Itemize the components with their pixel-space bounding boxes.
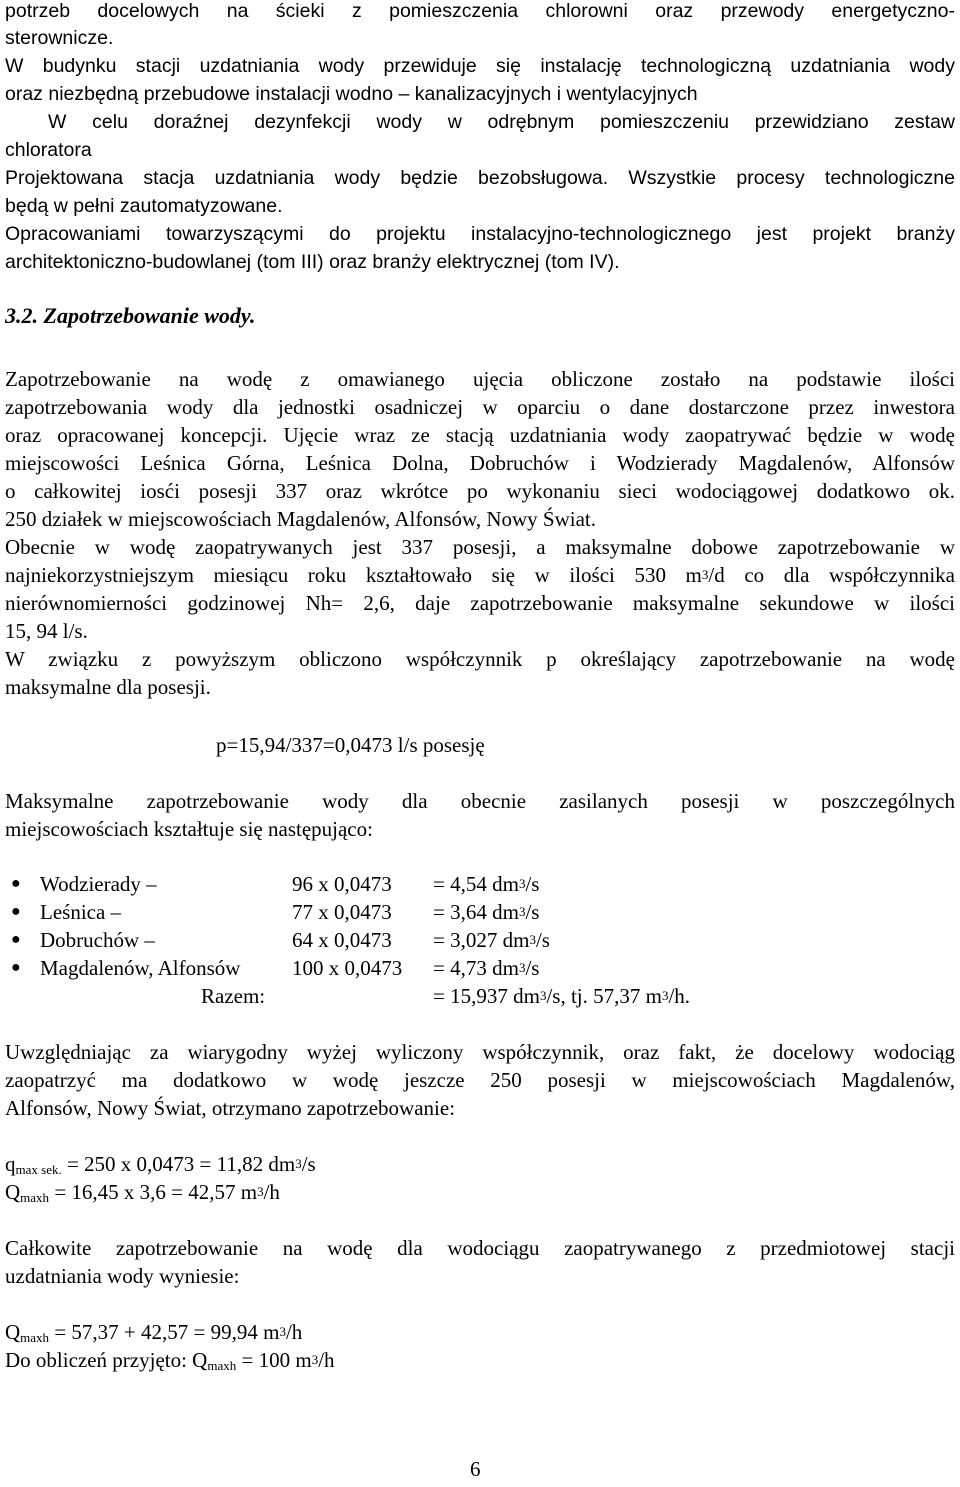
- page-number: 6: [470, 1457, 481, 1481]
- calc-result: = 3,64 $dm^3/s$: [433, 900, 540, 924]
- formula-q-max-sek: $q_{max sek.} = 250$ x 0,0473 = 11,82 $dm^3/s$: [5, 1152, 316, 1177]
- calc-place: Magdalenów, Alfonsów: [40, 956, 241, 980]
- calc-total-row: [5, 982, 955, 1010]
- calc-row: [5, 926, 955, 954]
- calc-row: [5, 898, 955, 926]
- intro-line: Projektowana stacja uzdatniania wody będzie bezobsługowa. Wszystkie procesy technologiczne: [5, 167, 955, 189]
- calc-result: = 4,54 $dm^3/s$: [433, 872, 540, 896]
- body-line: Całkowite zapotrzebowanie na wodę dla wodociągu zaopatrywanego z przedmiotowej stacji: [5, 1236, 955, 1260]
- body-line: Obecnie w wodę zaopatrywanych jest 337 posesji, a maksymalne dobowe zapotrzebowanie w: [5, 535, 955, 559]
- intro-line: architektoniczno-budowlanej (tom III) oraz branży elektrycznej (tom IV).: [5, 251, 620, 273]
- calc-result: = 4,73 $dm^3/s$: [433, 956, 540, 980]
- calc-multiplication: 96 x 0,0473: [292, 872, 392, 896]
- bullet-icon: ●: [11, 903, 21, 920]
- formula-p: p=15,94/337=0,0473 l/s posesję: [216, 733, 485, 757]
- body-line: zapotrzebowania wody dla jednostki osadniczej w oparciu o dane dostarczone przez inwestora: [5, 395, 955, 419]
- body-line: W związku z powyższym obliczono współczynnik p określający zapotrzebowanie na wodę: [5, 647, 955, 671]
- calc-row: [5, 870, 955, 898]
- intro-line: W celu doraźnej dezynfekcji wody w odrębnym pomieszczeniu przewidziano zestaw: [48, 111, 955, 133]
- body-line: uzdatniania wody wyniesie:: [5, 1264, 240, 1288]
- intro-line: oraz niezbędną przebudowe instalacji wodno – kanalizacyjnych i wentylacyjnych: [5, 83, 698, 105]
- body-line: Zapotrzebowanie na wodę z omawianego ujęcia obliczone zostało na podstawie ilości: [5, 367, 955, 391]
- body-line: zaopatrzyć ma dodatkowo w wodę jeszcze 250 posesji w miejscowościach Magdalenów,: [5, 1068, 955, 1092]
- intro-line: będą w pełni zautomatyzowane.: [5, 195, 283, 217]
- calc-place: Dobruchów –: [40, 928, 155, 952]
- body-line: nierównomierności godzinowej Nh= 2,6, daje zapotrzebowanie maksymalne sekundowe w ilości: [5, 591, 955, 615]
- intro-line: W budynku stacji uzdatniania wody przewiduje się instalację technologiczną uzdatniania wody: [5, 55, 955, 77]
- body-line: [5, 561, 955, 589]
- body-line: 15, 94 l/s.: [5, 619, 88, 643]
- formula-q-total: $Q_{maxh} = 57,37 + 42,57 = 99,94$ $m^3/h$: [5, 1320, 303, 1345]
- calc-multiplication: 100 x 0,0473: [292, 956, 403, 980]
- calc-place: Leśnica –: [40, 900, 122, 924]
- body-line: maksymalne dla posesji.: [5, 675, 211, 699]
- intro-line: potrzeb docelowych na ścieki z pomieszczenia chlorowni oraz przewody energetyczno-: [5, 0, 955, 22]
- body-line: Alfonsów, Nowy Świat, otrzymano zapotrzebowanie:: [5, 1096, 456, 1120]
- body-line: miejscowości Leśnica Górna, Leśnica Dolna, Dobruchów i Wodzierady Magdalenów, Alfonsów: [5, 451, 955, 475]
- body-line: Uwzględniając za wiarygodny wyżej wyliczony współczynnik, oraz fakt, że docelowy wodociąg: [5, 1040, 955, 1064]
- calc-multiplication: 64 x 0,0473: [292, 928, 392, 952]
- bullet-icon: ●: [11, 931, 21, 948]
- bullet-icon: ●: [11, 875, 21, 892]
- formula-q-maxh: $Q_{maxh} = 16,45$ x 3,6 = 42,57 $m^3/h$: [5, 1180, 280, 1205]
- body-line: 250 działek w miejscowościach Magdalenów, Alfonsów, Nowy Świat.: [5, 507, 596, 531]
- body-line: oraz opracowanej koncepcji. Ujęcie wraz ze stacją uzdatniania wody zaopatrywać będzie w wodę: [5, 423, 955, 447]
- calc-total-label: Razem:: [201, 984, 266, 1008]
- section-heading: 3.2. Zapotrzebowanie wody.: [5, 303, 256, 328]
- body-line: o całkowitej iosći posesji 337 oraz wkrótce po wykonaniu sieci wodociągowej dodatkowo ok.: [5, 479, 955, 503]
- body-line: Maksymalne zapotrzebowanie wody dla obecnie zasilanych posesji w poszczególnych: [5, 789, 955, 813]
- superscript: 3: [701, 567, 709, 582]
- body-text: /d co dla współczynnika: [708, 563, 956, 587]
- intro-line: Opracowaniami towarzyszącymi do projektu instalacyjno-technologicznego jest projekt branży: [5, 223, 955, 245]
- calc-multiplication: 77 x 0,0473: [292, 900, 392, 924]
- bullet-icon: ●: [11, 959, 21, 976]
- calc-row: [5, 954, 955, 982]
- calc-place: Wodzierady –: [40, 872, 157, 896]
- intro-line: sterownicze.: [5, 27, 114, 49]
- body-text: najniekorzystniejszym miesiącu roku kształtowało się w ilości 530 m: [5, 563, 702, 587]
- calc-total-result: = 15,937 $dm^3/s$, tj. 57,37 $m^3/h$.: [433, 984, 691, 1008]
- formula-assumed: Do obliczeń przyjęto: $Q_{maxh} = 100$ $m^3/h$: [5, 1348, 335, 1373]
- calc-result: = 3,027 $dm^3/s$: [433, 928, 550, 952]
- body-line: miejscowościach kształtuje się następująco:: [5, 817, 373, 841]
- intro-line: chloratora: [5, 139, 92, 161]
